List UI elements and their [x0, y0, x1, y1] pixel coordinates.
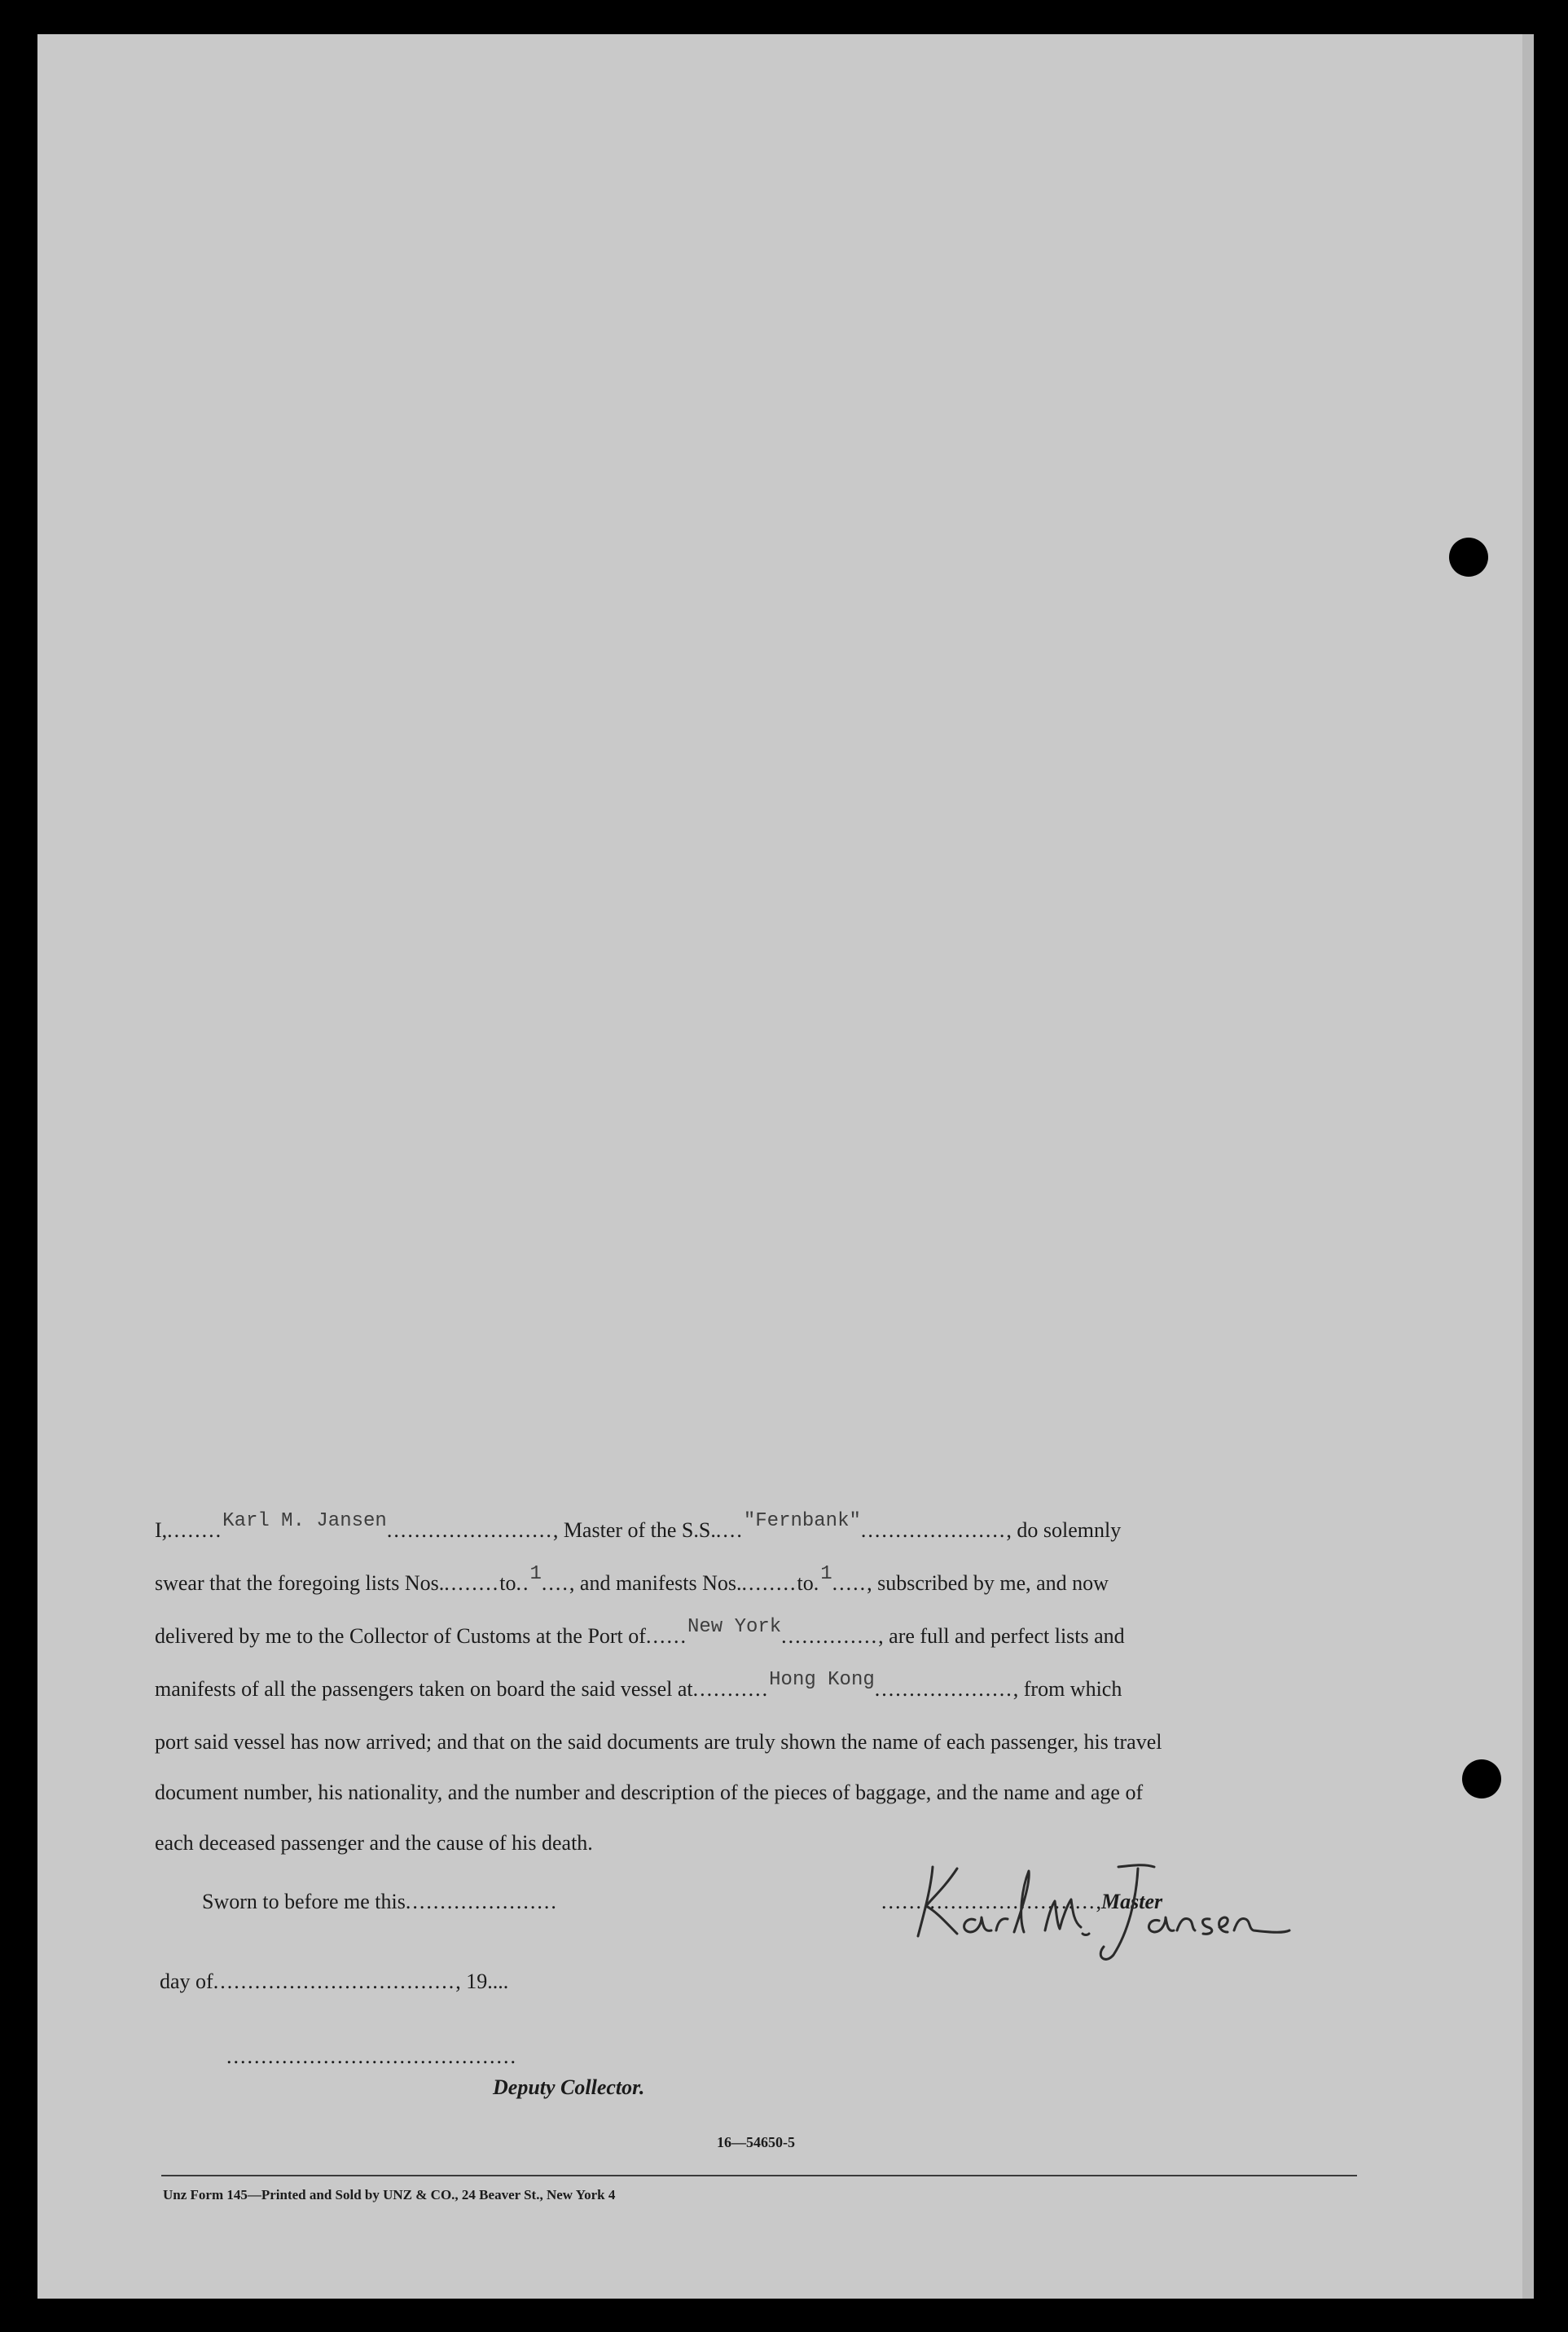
fill-dots: .................... — [874, 1677, 1013, 1701]
comma: , — [1096, 1890, 1101, 1913]
oath-line-6 — [155, 1768, 1352, 1818]
fill-dots: .... — [541, 1571, 569, 1595]
day-of-line — [160, 1970, 508, 1994]
manifest-page — [37, 34, 1534, 2299]
oath-text: each deceased passenger and the cause of his death. — [155, 1831, 593, 1855]
deputy-collector-label: Deputy Collector. — [493, 2075, 645, 2099]
oath-text: document number, his nationality, and the number and description of the pieces of baggage, and the name and age of — [155, 1781, 1144, 1804]
fill-dots: . — [813, 1571, 821, 1595]
oath-line-4 — [155, 1664, 1352, 1717]
master-label: Master — [1101, 1890, 1163, 1913]
oath-text: delivered by me to the Collector of Customs at the Port of — [155, 1624, 646, 1648]
fill-dots: ...................... — [405, 1890, 558, 1913]
form-number: 16—54650-5 — [717, 2134, 795, 2150]
oath-text: , Master of the S.S. — [552, 1518, 716, 1542]
list-number-field: 1 — [529, 1563, 542, 1585]
oath-text: manifests of all the passengers taken on board the said vessel at — [155, 1677, 693, 1701]
oath-text: port said vessel has now arrived; and that on the said documents are truly shown the name of each passenger, his travel — [155, 1730, 1162, 1754]
origin-port-field: Hong Kong — [769, 1669, 875, 1691]
oath-text: , are full and perfect lists and — [878, 1624, 1125, 1648]
fill-dots: ............................... — [881, 1890, 1096, 1913]
punch-hole-top — [1449, 538, 1488, 577]
oath-text: , subscribed by me, and now — [867, 1571, 1109, 1595]
oath-text: , and manifests Nos. — [569, 1571, 742, 1595]
punch-hole-bottom — [1462, 1759, 1501, 1798]
oath-text: , from which — [1012, 1677, 1122, 1701]
fill-dots: ........ — [444, 1571, 500, 1595]
oath-text: to — [499, 1571, 516, 1595]
fill-dots: ..... — [832, 1571, 867, 1595]
fill-dots: ..................... — [860, 1518, 1007, 1542]
vessel-name-field: "Fernbank" — [743, 1510, 861, 1532]
master-handwritten-signature — [900, 1842, 1291, 1965]
port-field: New York — [687, 1616, 782, 1638]
oath-text: swear that the foregoing lists Nos. — [155, 1571, 445, 1595]
oath-line-2 — [155, 1558, 1352, 1611]
oath-text: , do solemnly — [1006, 1518, 1122, 1542]
printer-footer: Unz Form 145—Printed and Sold by UNZ & CO., 24 Beaver St., New York 4 — [163, 2187, 616, 2202]
master-name-field: Karl M. Jansen — [222, 1510, 387, 1532]
sworn-label: Sworn to before me this — [202, 1890, 406, 1913]
oath-text: to — [797, 1571, 814, 1595]
manifest-number-field: 1 — [820, 1563, 832, 1585]
day-of-label: day of — [160, 1970, 213, 1993]
fill-dots: ........ — [741, 1571, 797, 1595]
deputy-signature-line — [226, 2044, 517, 2069]
fill-dots: .......................................... — [226, 2044, 517, 2068]
oath-line-3 — [155, 1611, 1352, 1664]
sworn-line — [202, 1890, 558, 1914]
footer-rule — [161, 2175, 1357, 2176]
fill-dots: ........ — [167, 1518, 223, 1542]
oath-paragraph — [155, 1505, 1352, 1869]
fill-dots: ...... — [645, 1624, 687, 1648]
year-label: , 19.... — [455, 1970, 509, 1993]
oath-line-5 — [155, 1717, 1352, 1768]
fill-dots: ........................ — [386, 1518, 553, 1542]
oath-line-1 — [155, 1505, 1352, 1558]
oath-text: I, — [155, 1518, 168, 1542]
fill-dots: .............. — [781, 1624, 879, 1648]
fill-dots: ................................... — [213, 1970, 456, 1993]
fill-dots: .. — [516, 1571, 530, 1595]
fill-dots: .... — [715, 1518, 744, 1542]
fill-dots: ........... — [692, 1677, 770, 1701]
